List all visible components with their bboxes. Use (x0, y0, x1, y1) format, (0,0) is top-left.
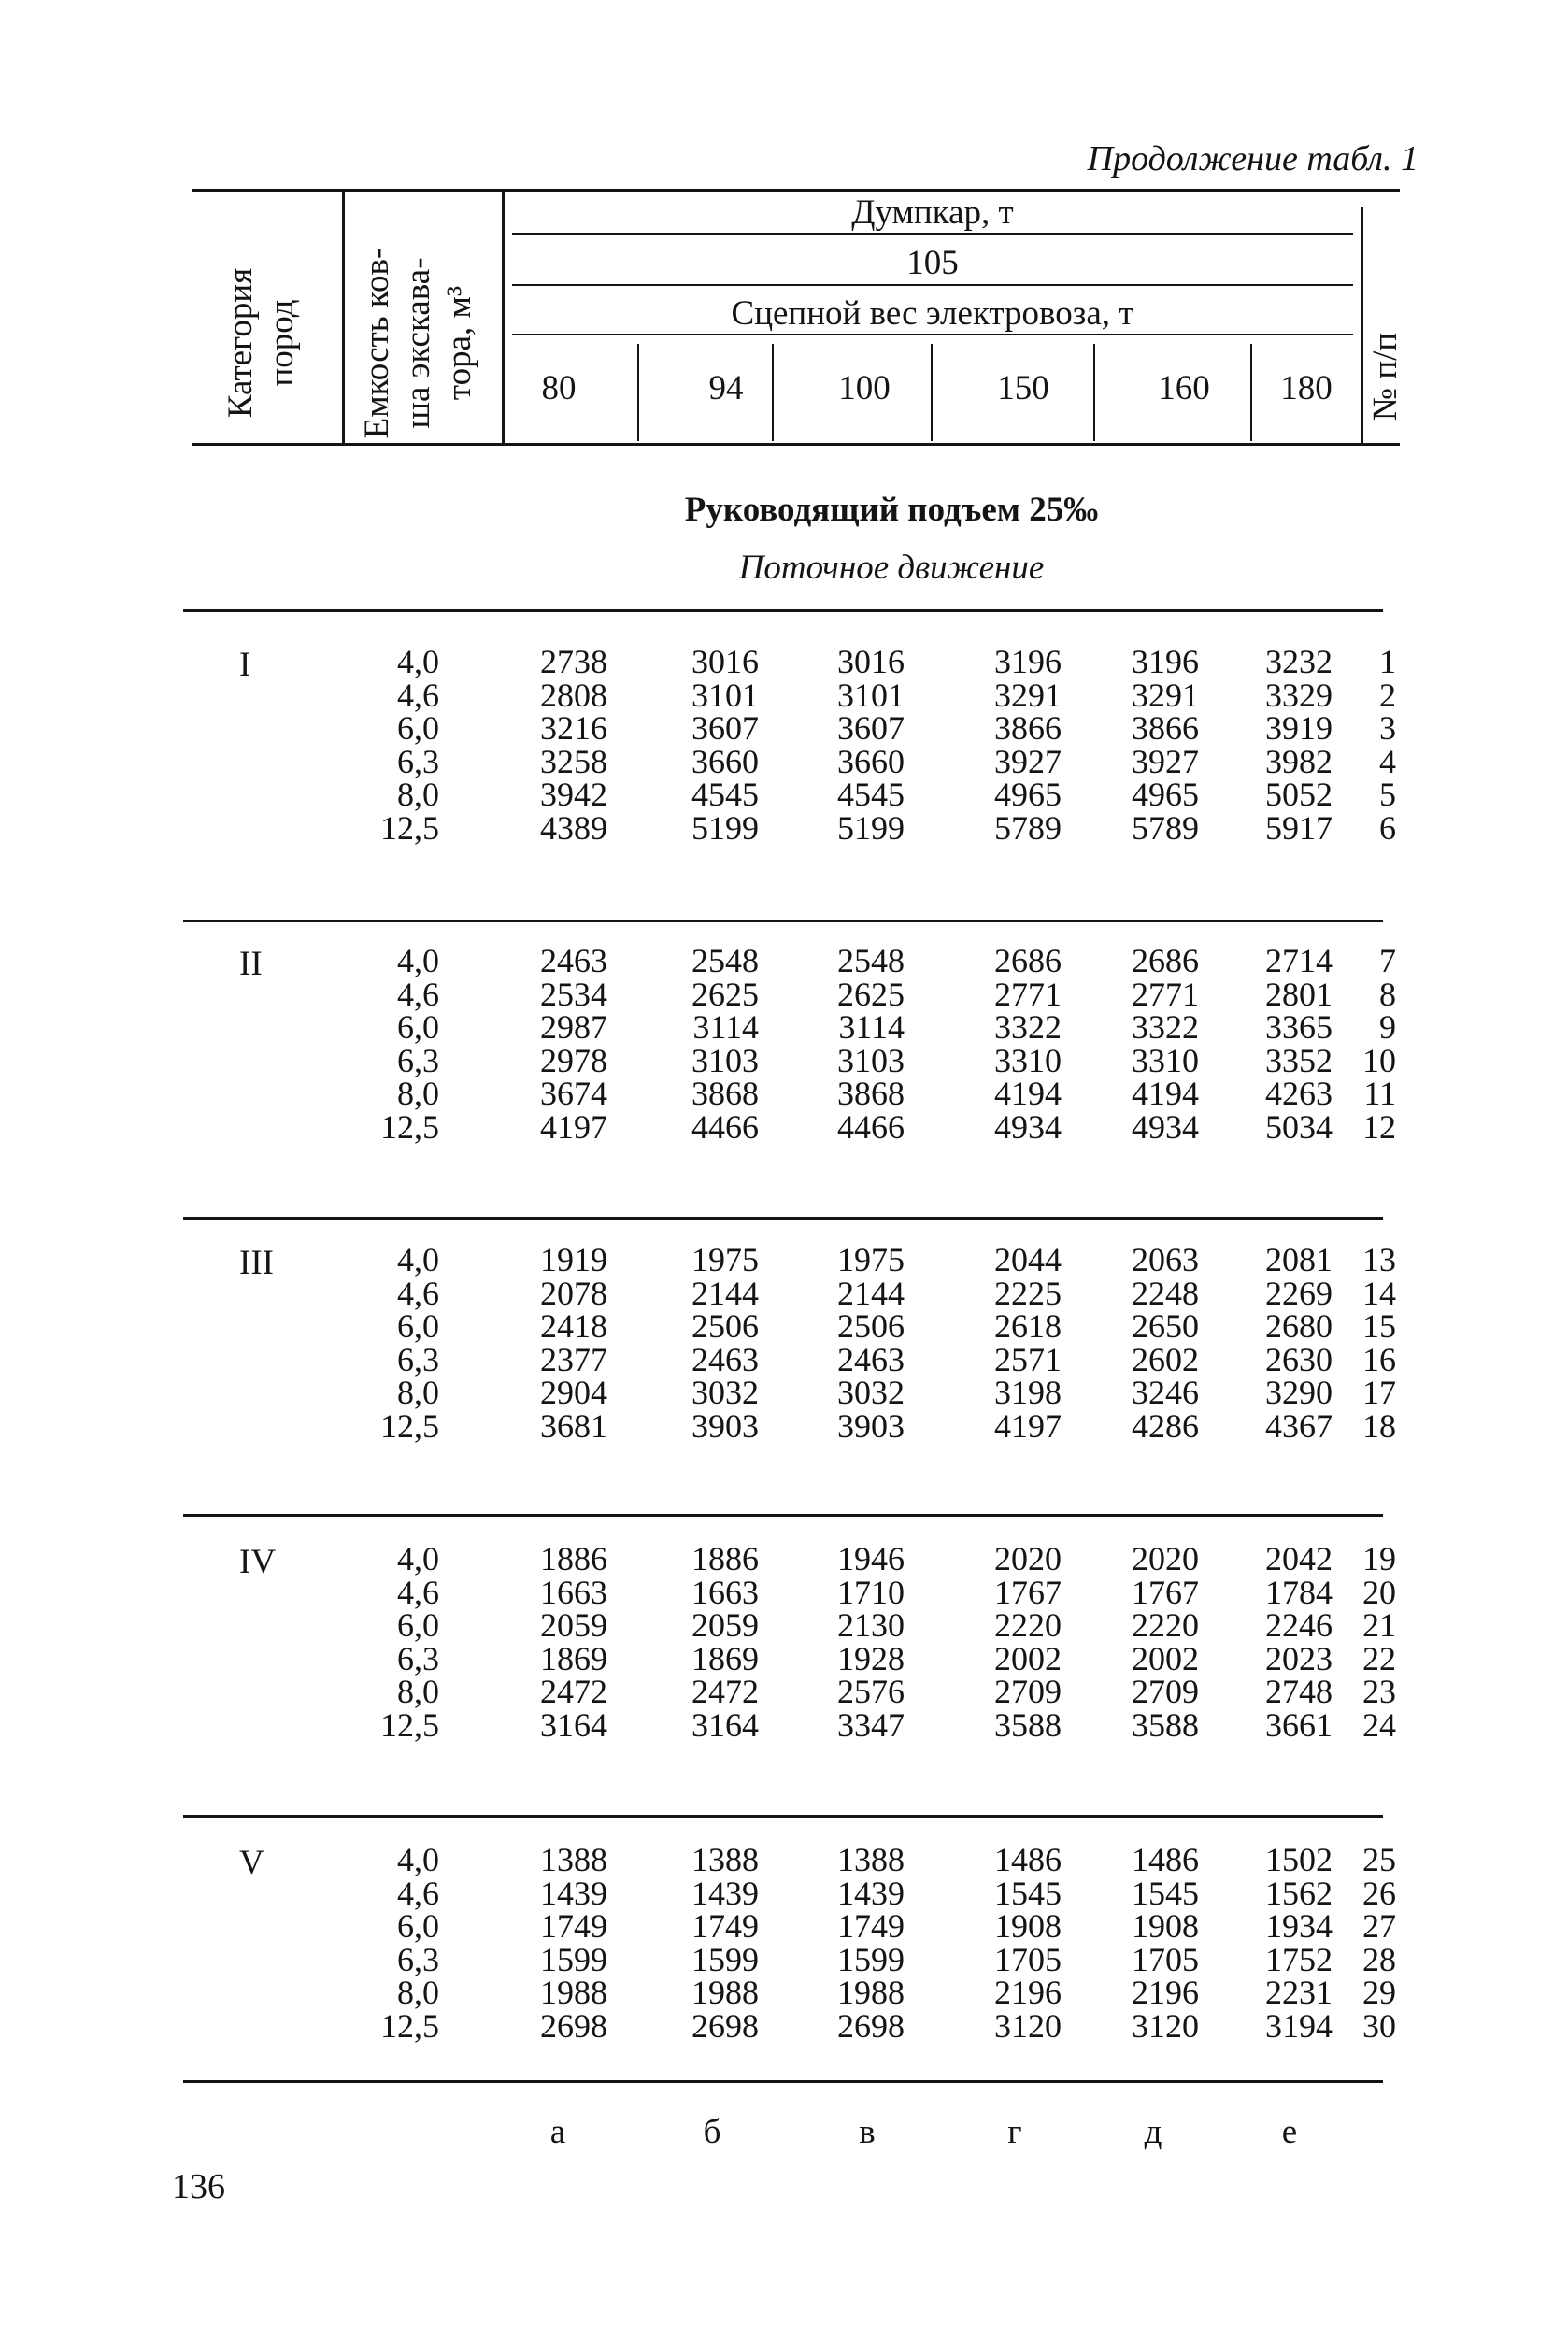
table-cell: 2698 (837, 2007, 905, 2045)
section-title: Руководящий подъем 25‰ (684, 491, 1099, 529)
table-cell: 3016 (837, 643, 905, 680)
row-number-cell: 27 (1362, 1907, 1396, 1946)
table-cell: 4934 (994, 1108, 1062, 1146)
bucket-capacity-cell: 6,0 (397, 1606, 439, 1645)
table-cell: 3032 (837, 1374, 905, 1412)
table-cell: 3588 (1132, 1706, 1199, 1744)
table-cell: 3868 (691, 1075, 759, 1113)
weight-col-c: 100 (838, 369, 891, 407)
group-separator-rule (183, 920, 1383, 922)
group-separator-rule (183, 1815, 1383, 1818)
table-cell: 3942 (540, 776, 607, 814)
table-cell: 3246 (1132, 1374, 1199, 1412)
table-cell: 3103 (837, 1041, 905, 1079)
table-cell: 2144 (691, 1274, 759, 1312)
rock-category-label: II (239, 945, 263, 983)
column-letter: в (859, 2113, 876, 2151)
table-cell: 2618 (994, 1307, 1062, 1346)
table-cell: 2714 (1265, 942, 1333, 979)
bucket-capacity-cell: 4,0 (397, 643, 439, 680)
bucket-capacity-cell: 4,6 (397, 1874, 439, 1912)
row-number-cell: 29 (1362, 1974, 1396, 2012)
table-cell: 1784 (1265, 1573, 1333, 1611)
rock-category-label: IV (239, 1543, 277, 1581)
rock-category-label: III (239, 1244, 274, 1282)
bucket-capacity-cell: 8,0 (397, 1374, 439, 1412)
table-cell: 3903 (691, 1407, 759, 1445)
bucket-capacity-header: Емкость ков- ша экскава- тора, м³ (358, 247, 478, 439)
table-cell: 5789 (1132, 809, 1199, 847)
row-number-cell: 10 (1362, 1041, 1396, 1079)
table-cell: 2738 (540, 643, 607, 680)
table-cell: 2808 (540, 676, 607, 714)
bucket-capacity-cell: 12,5 (380, 1407, 439, 1445)
table-cell: 2196 (994, 1974, 1062, 2012)
table-cell: 1749 (837, 1907, 905, 1946)
table-cell: 2144 (837, 1274, 905, 1312)
table-cell: 3291 (1132, 676, 1199, 714)
table-cell: 2472 (540, 1673, 607, 1711)
table-cell: 1928 (837, 1639, 905, 1677)
table-cell: 2002 (1132, 1639, 1199, 1677)
table-cell: 2534 (540, 975, 607, 1013)
table-cell: 1749 (691, 1907, 759, 1946)
row-number-cell: 26 (1362, 1874, 1396, 1912)
table-cell: 1705 (1132, 1940, 1199, 1978)
category-header: Категория пород (221, 267, 301, 419)
header-dumpcar-rule (512, 233, 1353, 235)
table-cell: 3120 (994, 2007, 1062, 2045)
row-number-cell: 25 (1362, 1841, 1396, 1878)
table-cell: 1886 (691, 1540, 759, 1577)
page-number: 136 (172, 2167, 225, 2206)
table-cell: 2220 (994, 1606, 1062, 1645)
table-cell: 2771 (994, 975, 1062, 1013)
bucket-capacity-cell: 6,0 (397, 1008, 439, 1047)
table-cell: 1663 (540, 1573, 607, 1611)
table-cell: 2059 (540, 1606, 607, 1645)
table-cell: 3196 (1132, 643, 1199, 680)
table-cell: 2686 (1132, 942, 1199, 979)
bucket-capacity-cell: 8,0 (397, 1974, 439, 2012)
row-number-cell: 18 (1362, 1407, 1396, 1445)
table-cell: 1975 (691, 1241, 759, 1278)
table-cell: 3329 (1265, 676, 1333, 714)
bucket-capacity-cell: 4,6 (397, 1274, 439, 1312)
bucket-capacity-cell: 4,0 (397, 1841, 439, 1878)
table-cell: 1767 (994, 1573, 1062, 1611)
row-number-cell: 11 (1363, 1075, 1396, 1113)
table-cell: 1886 (540, 1540, 607, 1577)
table-cell: 1988 (691, 1974, 759, 2012)
table-cell: 3607 (691, 709, 759, 748)
table-cell: 2059 (691, 1606, 759, 1645)
table-cell: 1502 (1265, 1841, 1333, 1878)
table-cell: 2463 (691, 1340, 759, 1378)
table-cell: 2625 (837, 975, 905, 1013)
table-cell: 4965 (994, 776, 1062, 814)
header-value-rule (512, 284, 1353, 286)
bucket-capacity-cell: 12,5 (380, 1706, 439, 1744)
table-cell: 2987 (540, 1008, 607, 1047)
table-cell: 4466 (837, 1108, 905, 1146)
rock-category-label: V (239, 1844, 264, 1882)
table-cell: 3927 (1132, 742, 1199, 780)
table-cell: 3927 (994, 742, 1062, 780)
dumpcar-value: 105 (906, 244, 959, 282)
table-cell: 2978 (540, 1041, 607, 1079)
weight-col-b: 94 (708, 369, 744, 407)
table-cell: 3120 (1132, 2007, 1199, 2045)
table-cell: 2506 (837, 1307, 905, 1346)
table-cell: 3660 (837, 742, 905, 780)
table-cell: 5199 (837, 809, 905, 847)
table-cell: 4545 (837, 776, 905, 814)
weight-divider-3 (931, 344, 933, 441)
table-cell: 1705 (994, 1940, 1062, 1978)
row-number-cell: 24 (1362, 1706, 1396, 1744)
table-cell: 2548 (691, 942, 759, 979)
column-letter: д (1144, 2113, 1162, 2151)
bucket-capacity-cell: 6,3 (397, 1639, 439, 1677)
group-separator-rule (183, 1514, 1383, 1517)
header-divider-number (1361, 207, 1363, 445)
table-cell: 4197 (540, 1108, 607, 1146)
table-cell: 5199 (691, 809, 759, 847)
table-cell: 1388 (691, 1841, 759, 1878)
table-cell: 3258 (540, 742, 607, 780)
table-cell: 2246 (1265, 1606, 1333, 1645)
header-divider-bucket (502, 191, 505, 445)
group-separator-rule (183, 2080, 1383, 2083)
table-cell: 2231 (1265, 1974, 1333, 2012)
group-separator-rule (183, 1217, 1383, 1220)
table-cell: 3194 (1265, 2007, 1333, 2045)
bucket-capacity-cell: 4,6 (397, 676, 439, 714)
table-cell: 1975 (837, 1241, 905, 1278)
table-cell: 2418 (540, 1307, 607, 1346)
row-number-cell: 16 (1362, 1340, 1396, 1378)
row-number-cell: 8 (1379, 975, 1396, 1013)
bucket-capacity-cell: 6,0 (397, 1307, 439, 1346)
row-number-cell: 30 (1362, 2007, 1396, 2045)
table-cell: 1946 (837, 1540, 905, 1577)
table-cell: 4194 (1132, 1075, 1199, 1113)
table-cell: 1388 (837, 1841, 905, 1878)
table-cell: 3982 (1265, 742, 1333, 780)
table-cell: 3101 (691, 676, 759, 714)
table-cell: 1439 (540, 1874, 607, 1912)
table-cell: 3114 (838, 1008, 905, 1047)
table-cell: 3196 (994, 643, 1062, 680)
bucket-capacity-cell: 4,0 (397, 942, 439, 979)
table-cell: 4286 (1132, 1407, 1199, 1445)
table-cell: 1752 (1265, 1940, 1333, 1978)
table-cell: 2002 (994, 1639, 1062, 1677)
table-cell: 5052 (1265, 776, 1333, 814)
table-cell: 2680 (1265, 1307, 1333, 1346)
table-cell: 5789 (994, 809, 1062, 847)
table-cell: 3588 (994, 1706, 1062, 1744)
bucket-capacity-cell: 8,0 (397, 1075, 439, 1113)
table-cell: 2630 (1265, 1340, 1333, 1378)
row-number-cell: 6 (1379, 809, 1396, 847)
table-cell: 2709 (994, 1673, 1062, 1711)
bucket-capacity-cell: 8,0 (397, 776, 439, 814)
table-cell: 3868 (837, 1075, 905, 1113)
weight-col-d: 150 (997, 369, 1049, 407)
continuation-title: Продолжение табл. 1 (1087, 139, 1418, 178)
weight-divider-2 (772, 344, 774, 441)
table-cell: 3322 (1132, 1008, 1199, 1047)
row-number-cell: 21 (1362, 1606, 1396, 1645)
row-number-cell: 1 (1379, 643, 1396, 680)
column-letter: е (1281, 2113, 1298, 2151)
table-cell: 2472 (691, 1673, 759, 1711)
table-cell: 3198 (994, 1374, 1062, 1412)
table-cell: 1486 (1132, 1841, 1199, 1878)
table-cell: 1545 (994, 1874, 1062, 1912)
table-cell: 4194 (994, 1075, 1062, 1113)
table-cell: 3164 (540, 1706, 607, 1744)
table-cell: 4389 (540, 809, 607, 847)
bucket-capacity-cell: 8,0 (397, 1673, 439, 1711)
table-cell: 4545 (691, 776, 759, 814)
table-cell: 2063 (1132, 1241, 1199, 1278)
dumpcar-label: Думпкар, т (851, 193, 1014, 232)
table-cell: 3681 (540, 1407, 607, 1445)
table-cell: 2709 (1132, 1673, 1199, 1711)
table-cell: 2044 (994, 1241, 1062, 1278)
header-top-rule (192, 189, 1400, 192)
table-cell: 2020 (1132, 1540, 1199, 1577)
table-cell: 2576 (837, 1673, 905, 1711)
row-number-cell: 14 (1362, 1274, 1396, 1312)
table-cell: 1869 (691, 1639, 759, 1677)
bucket-capacity-cell: 6,0 (397, 1907, 439, 1946)
table-cell: 3919 (1265, 709, 1333, 748)
table-cell: 2698 (691, 2007, 759, 2045)
table-cell: 2130 (837, 1606, 905, 1645)
table-cell: 2078 (540, 1274, 607, 1312)
bucket-capacity-cell: 12,5 (380, 2007, 439, 2045)
table-cell: 1599 (540, 1940, 607, 1978)
table-cell: 2650 (1132, 1307, 1199, 1346)
table-cell: 3866 (994, 709, 1062, 748)
table-cell: 2698 (540, 2007, 607, 2045)
row-number-cell: 7 (1379, 942, 1396, 979)
weight-label: Сцепной вес электровоза, т (731, 294, 1134, 333)
bucket-capacity-cell: 6,0 (397, 709, 439, 748)
bucket-capacity-cell: 4,6 (397, 975, 439, 1013)
column-letter: г (1007, 2113, 1022, 2151)
row-number-cell: 19 (1362, 1540, 1396, 1577)
group-separator-rule (183, 609, 1383, 612)
table-cell: 3607 (837, 709, 905, 748)
table-cell: 1767 (1132, 1573, 1199, 1611)
table-cell: 2602 (1132, 1340, 1199, 1378)
table-cell: 2686 (994, 942, 1062, 979)
table-cell: 4197 (994, 1407, 1062, 1445)
table-cell: 1988 (837, 1974, 905, 2012)
row-number-cell: 28 (1362, 1940, 1396, 1978)
row-number-cell: 5 (1379, 776, 1396, 814)
bucket-capacity-cell: 12,5 (380, 809, 439, 847)
table-cell: 3290 (1265, 1374, 1333, 1412)
table-cell: 1562 (1265, 1874, 1333, 1912)
row-number-cell: 9 (1379, 1008, 1396, 1047)
weight-col-f: 180 (1280, 369, 1333, 407)
table-cell: 1934 (1265, 1907, 1333, 1946)
table-cell: 3016 (691, 643, 759, 680)
table-cell: 5917 (1265, 809, 1333, 847)
header-weight-rule (512, 334, 1353, 335)
weight-col-a: 80 (541, 369, 577, 407)
row-number-header: № п/п (1366, 332, 1404, 421)
weight-col-e: 160 (1158, 369, 1210, 407)
table-cell: 4466 (691, 1108, 759, 1146)
header-divider-category (342, 191, 345, 445)
table-cell: 3866 (1132, 709, 1199, 748)
table-cell: 1710 (837, 1573, 905, 1611)
row-number-cell: 17 (1362, 1374, 1396, 1412)
weight-divider-4 (1093, 344, 1095, 441)
table-cell: 2771 (1132, 975, 1199, 1013)
table-cell: 1919 (540, 1241, 607, 1278)
table-cell: 1749 (540, 1907, 607, 1946)
row-number-cell: 13 (1362, 1241, 1396, 1278)
table-cell: 3101 (837, 676, 905, 714)
bucket-capacity-cell: 6,3 (397, 1340, 439, 1378)
weight-divider-5 (1250, 344, 1252, 441)
table-cell: 2625 (691, 975, 759, 1013)
table-cell: 3114 (692, 1008, 759, 1047)
table-cell: 4965 (1132, 776, 1199, 814)
table-cell: 3661 (1265, 1706, 1333, 1744)
table-cell: 1439 (691, 1874, 759, 1912)
table-cell: 1439 (837, 1874, 905, 1912)
table-cell: 4367 (1265, 1407, 1333, 1445)
row-number-cell: 3 (1379, 709, 1396, 748)
table-cell: 1486 (994, 1841, 1062, 1878)
bucket-capacity-cell: 4,6 (397, 1573, 439, 1611)
row-number-cell: 12 (1362, 1108, 1396, 1146)
row-number-cell: 15 (1362, 1307, 1396, 1346)
table-cell: 3674 (540, 1075, 607, 1113)
row-number-cell: 4 (1379, 742, 1396, 780)
table-cell: 2506 (691, 1307, 759, 1346)
table-cell: 1869 (540, 1639, 607, 1677)
bucket-capacity-cell: 4,0 (397, 1241, 439, 1278)
table-cell: 2548 (837, 942, 905, 979)
table-cell: 2225 (994, 1274, 1062, 1312)
table-cell: 3103 (691, 1041, 759, 1079)
table-cell: 3232 (1265, 643, 1333, 680)
table-cell: 4263 (1265, 1075, 1333, 1113)
table-cell: 3310 (994, 1041, 1062, 1079)
row-number-cell: 23 (1362, 1673, 1396, 1711)
table-cell: 2269 (1265, 1274, 1333, 1312)
table-cell: 3347 (837, 1706, 905, 1744)
table-cell: 3216 (540, 709, 607, 748)
table-cell: 3291 (994, 676, 1062, 714)
table-cell: 2463 (540, 942, 607, 979)
row-number-cell: 20 (1362, 1573, 1396, 1611)
table-cell: 2463 (837, 1340, 905, 1378)
table-cell: 2904 (540, 1374, 607, 1412)
table-cell: 2042 (1265, 1540, 1333, 1577)
table-cell: 3660 (691, 742, 759, 780)
table-cell: 3322 (994, 1008, 1062, 1047)
weight-divider-1 (637, 344, 639, 441)
table-cell: 3903 (837, 1407, 905, 1445)
table-cell: 1908 (994, 1907, 1062, 1946)
table-cell: 1388 (540, 1841, 607, 1878)
bucket-capacity-cell: 4,0 (397, 1540, 439, 1577)
table-cell: 1908 (1132, 1907, 1199, 1946)
table-cell: 2571 (994, 1340, 1062, 1378)
table-cell: 1988 (540, 1974, 607, 2012)
bucket-capacity-cell: 6,3 (397, 1940, 439, 1978)
row-number-cell: 22 (1362, 1639, 1396, 1677)
table-cell: 3365 (1265, 1008, 1333, 1047)
table-cell: 2081 (1265, 1241, 1333, 1278)
table-cell: 2220 (1132, 1606, 1199, 1645)
table-cell: 5034 (1265, 1108, 1333, 1146)
table-cell: 2020 (994, 1540, 1062, 1577)
table-cell: 3164 (691, 1706, 759, 1744)
bucket-capacity-cell: 6,3 (397, 742, 439, 780)
column-letter: б (703, 2113, 721, 2151)
table-cell: 1599 (691, 1940, 759, 1978)
table-cell: 3352 (1265, 1041, 1333, 1079)
column-letter: а (549, 2113, 566, 2151)
table-cell: 2248 (1132, 1274, 1199, 1312)
table-cell: 1663 (691, 1573, 759, 1611)
table-cell: 3310 (1132, 1041, 1199, 1079)
row-number-cell: 2 (1379, 676, 1396, 714)
table-cell: 3032 (691, 1374, 759, 1412)
bucket-capacity-cell: 12,5 (380, 1108, 439, 1146)
bucket-capacity-cell: 6,3 (397, 1041, 439, 1079)
table-cell: 4934 (1132, 1108, 1199, 1146)
table-cell: 2023 (1265, 1639, 1333, 1677)
table-cell: 2377 (540, 1340, 607, 1378)
table-cell: 1599 (837, 1940, 905, 1978)
table-cell: 2801 (1265, 975, 1333, 1013)
section-subtitle: Поточное движение (738, 549, 1045, 587)
table-cell: 2748 (1265, 1673, 1333, 1711)
table-cell: 2196 (1132, 1974, 1199, 2012)
table-cell: 1545 (1132, 1874, 1199, 1912)
rock-category-label: I (239, 646, 251, 684)
